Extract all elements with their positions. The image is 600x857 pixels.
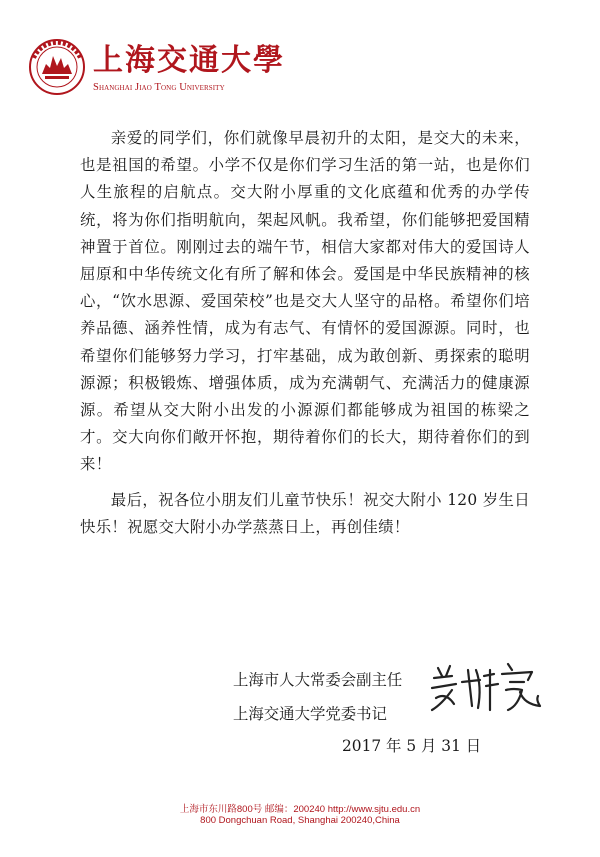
signer-title-1: 上海市人大常委会副主任 xyxy=(233,671,403,689)
signer-title-2: 上海交通大学党委书记 xyxy=(233,705,387,723)
university-seal-logo xyxy=(28,38,86,96)
letter-body xyxy=(80,125,530,541)
university-name-en: Shanghai Jiao Tong University xyxy=(93,82,225,93)
handwritten-signature xyxy=(428,656,548,716)
letter-paragraph: 最后，祝各位小朋友们儿童节快乐！祝交大附小 120 岁生日快乐！祝愿交大附小办学蒸蒸日上，再创佳绩！ xyxy=(80,490,530,536)
university-name-cn: 上海交通大學 xyxy=(93,43,285,78)
footer-address-en: 800 Dongchuan Road, Shanghai 200240,China xyxy=(200,815,400,826)
footer-address-cn: 上海市东川路800号 邮编：200240 http://www.sjtu.edu.cn xyxy=(179,804,421,815)
letter-paragraph: 亲爱的同学们，你们就像早晨初升的太阳，是交大的未来，也是祖国的希望。小学不仅是你们学习生活的第一站，也是你们人生旅程的启航点。交大附小厚重的文化底蕴和优秀的办学传统，将为你们指明航向，架起风帆。我希望，你们能够把爱国精神置于首位。刚刚过去的端午节，相信大家都对伟大的爱国诗人屈原和中华传统文化有所了解和体会。爱国是中华民族精神的核心，“饮水思源、爱国荣校”也是交大人坚守的品格。希望你们培养品德、涵养性情，成为有志气、有情怀的爱国源源。同时，也希望你们能够努力学习，打牢基础，成为敢创新、勇探索的聪明源源；积极锻炼、增强体质，成为充满朝气、充满活力的健康源源。希望从交大附小出发的小源源们都能够成为祖国的栋梁之才。交大向你们敞开怀抱，期待着你们的长大，期待着你们的到来！ xyxy=(80,129,530,474)
letter-date: 2017 年 5 月 31 日 xyxy=(342,737,482,755)
